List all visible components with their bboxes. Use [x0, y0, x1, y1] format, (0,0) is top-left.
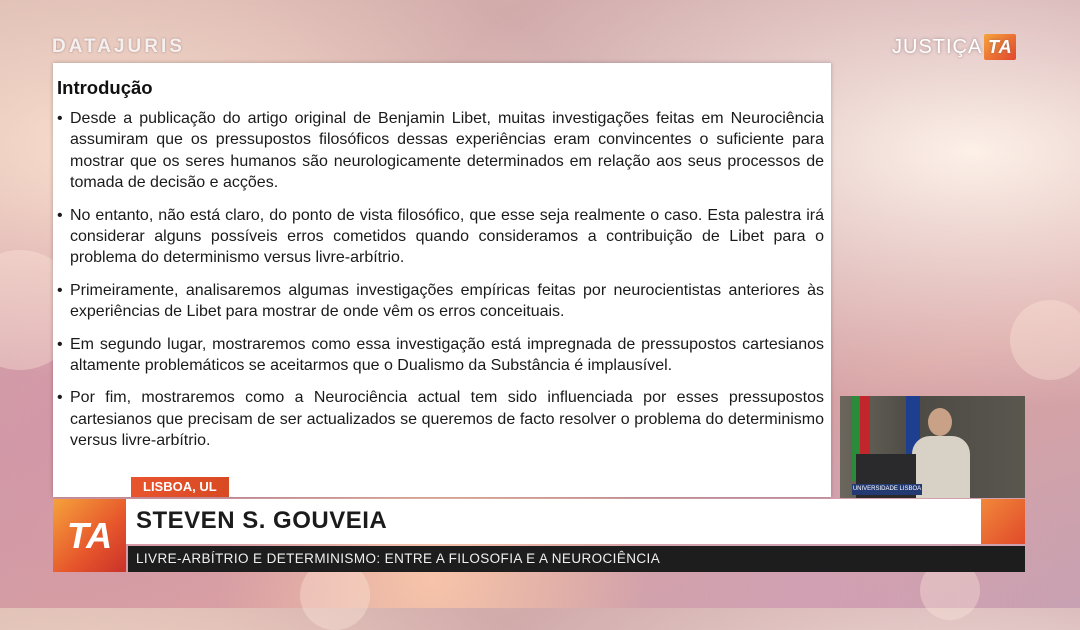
bullet-text: Por fim, mostraremos como a Neurociência actual tem sido influenciada por esses pressupostos cartesianos que precisam de ser actualizados se queremos de facto resolver o problema do determinismo versus livre-arbítrio. [70, 389, 824, 450]
speaker-name: STEVEN S. GOUVEIA [136, 507, 388, 534]
lectern-label: UNIVERSIDADE LISBOA [852, 484, 922, 495]
lower-third-accent [981, 499, 1025, 544]
bullet-text: No entanto, não está claro, do ponto de vista filosófico, que esse seja realmente o caso. Esta palestra irá considerar alguns possíveis erros cometidos quando consideramos a contribuição de Libet para o problema do determinismo versus livre-arbítrio. [70, 206, 824, 267]
bullet-dot-icon: • [57, 206, 63, 224]
speaker-head [928, 408, 952, 436]
bullet-text: Primeiramente, analisaremos algumas investigações empíricas feitas por neurocientistas anteriores às experiências de Libet para mostrar de onde vêm os erros conceituais. [70, 281, 824, 321]
talk-title-bar: LIVRE-ARBÍTRIO E DETERMINISMO: ENTRE A FILOSOFIA E A NEUROCIÊNCIA [128, 546, 1025, 572]
slide-bullet [57, 280, 824, 323]
bullet-dot-icon: • [57, 281, 63, 299]
slide-bullet [57, 205, 824, 269]
justica-ta-logo [892, 34, 1016, 60]
ta-logo: TA [53, 499, 126, 572]
justica-logo-text: JUSTIÇA [892, 35, 983, 58]
ta-mini-logo: TA [984, 34, 1016, 60]
bullet-dot-icon: • [57, 389, 63, 407]
bullet-dot-icon: • [57, 335, 63, 353]
bokeh-light [1010, 300, 1080, 380]
slide-heading: Introdução [57, 77, 153, 98]
bullet-text: Desde a publicação do artigo original de Benjamin Libet, muitas investigações feitas em Neurociência assumiram que os pressupostos filosóficos dessas experiências eram convincentes o suficiente para mostrar que os seres humanos são neurologicamente determinados em relação aos seus processos de tomada de decisão e acções. [70, 110, 824, 192]
slide-bullet [57, 334, 824, 377]
bullet-dot-icon: • [57, 110, 63, 127]
speaker-video-inset [840, 396, 1025, 498]
slide-bullet [57, 387, 824, 451]
slide-bullet-list [57, 108, 824, 463]
location-tag: LISBOA, UL [131, 477, 229, 497]
slide-bullet [57, 108, 824, 194]
datajuris-watermark: DATAJURIS [52, 36, 185, 57]
bullet-text: Em segundo lugar, mostraremos como essa investigação está impregnada de pressupostos cartesianos altamente problemáticos se aceitarmos que o Dualismo da Substância é implausível. [70, 335, 824, 375]
presentation-slide [53, 63, 831, 497]
